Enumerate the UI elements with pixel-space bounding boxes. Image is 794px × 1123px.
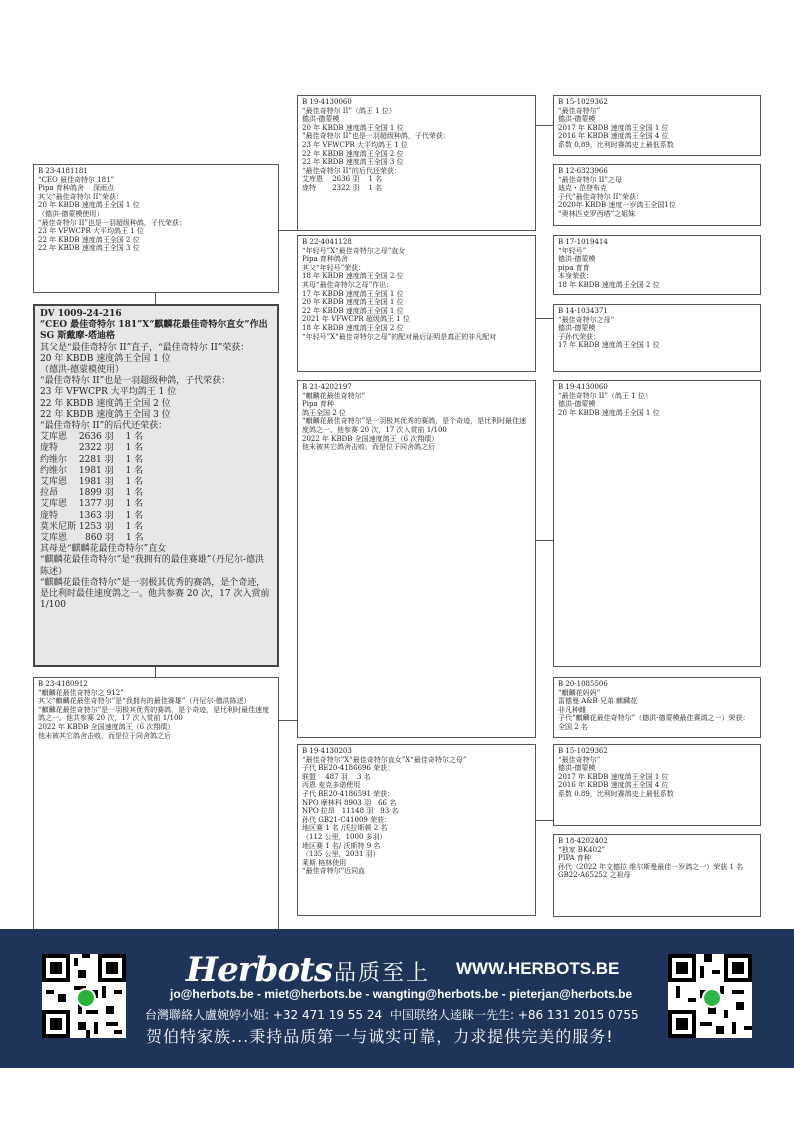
dam-line: 他未被其它鸽舍击败，而是位于同舍鸽之后 xyxy=(38,731,171,740)
connector xyxy=(535,820,553,821)
subject-line: 其母是“麒麟花最佳奇特尔”直女 xyxy=(40,544,167,555)
connector xyxy=(278,230,297,231)
ring: B 14-1034371 xyxy=(558,307,608,315)
subject-line: “最佳奇特尔 II”也是一羽超级种鸽，子代荣获： xyxy=(40,376,231,387)
ring: B 18-4202402 xyxy=(558,837,608,845)
line: “年轻号”X“最佳奇特尔之母”的配对最后证明是真正的非凡配对 xyxy=(302,332,497,341)
subject-line: “麒麟花最佳奇特尔”是“我拥有的最佳赛雄”（丹尼尔-德洪陈述） xyxy=(40,555,264,577)
line: 他未被其它鸽舍击败，而是位于同舍鸽之后 xyxy=(302,443,435,452)
line: “最佳奇特尔” xyxy=(558,755,601,764)
line: “年轻号” xyxy=(558,246,587,255)
ring: B 22-4041128 xyxy=(302,238,352,246)
sds-card xyxy=(553,235,761,295)
line: 鸽王全国 2 位 xyxy=(302,408,346,417)
line: 子代“麒麟花最佳奇特尔”（德洪-德蒙模最佳赛鸽之一）荣获：全国 2 名 xyxy=(558,714,750,731)
sire-ring: B 23-4181181 xyxy=(38,167,88,175)
ring: B 15-1029362 xyxy=(558,98,608,106)
line: Pipa 育种 xyxy=(302,400,334,409)
subject-line: 20 年 KBDB 速度鸽王全国 1 位 xyxy=(40,353,171,364)
line: “最佳奇特尔”近同血 xyxy=(302,867,366,876)
ddd-card xyxy=(553,834,761,917)
line: 2021 年 VFWCPR 超级鸽王 1 位 xyxy=(302,315,410,324)
sire-line: 其父“最佳奇特尔 II”荣获： xyxy=(38,192,123,201)
line: “奥林匹克罗西塔”之姐妹 xyxy=(558,209,636,218)
line: 2020年 KBDB 速度一岁鸽王全国1位 xyxy=(558,201,676,210)
line: “麒麟花妈妈” xyxy=(558,688,601,697)
line: 非凡种雌 xyxy=(558,705,586,714)
line: 17 年 KBDB 速度鸽王全国 1 位 xyxy=(558,341,660,350)
subject-line: 22 年 KBDB 速度鸽王全国 2 位 xyxy=(40,398,171,409)
dam-card xyxy=(33,677,279,938)
line: “年轻号”X“最佳奇特尔之母”直女 xyxy=(302,246,406,255)
line: 德洪-德蒙模 xyxy=(558,764,596,773)
line: 20 年 KBDB 速度鸽王全国 1 位 xyxy=(302,298,404,307)
connector xyxy=(535,125,553,126)
line: 20 年 KBDB 速度鸽王全国 1 位 xyxy=(302,123,404,132)
line: 雷德曼 A&B 兄弟 麒麟花 xyxy=(558,697,638,706)
line: 德洪-德蒙模 xyxy=(558,115,596,124)
sdd-card xyxy=(553,304,761,372)
subject-result: 艾库恩 1377 羽 1 名 xyxy=(40,499,144,510)
dam-dam-card xyxy=(297,744,536,916)
sire-dam-card xyxy=(297,235,536,372)
line: 艾库恩 2636 羽 1 名 xyxy=(302,175,383,184)
subject-line: 23 年 VFWCPR 大平均鸽王 1 位 xyxy=(40,387,177,398)
sire-card xyxy=(33,164,279,293)
line: “麒麟花最佳奇特尔” xyxy=(302,391,366,400)
line: 18 年 KBDB 速度鸽王全国 2 位 xyxy=(302,323,404,332)
dam-name: “麒麟花最佳奇特尔之 912” xyxy=(38,688,124,697)
line: 孙代（2022 年文德拉 维尔斯曼最佳一岁鸽之一）荣获 1 名 xyxy=(558,862,744,871)
motto: 贺伯特家族...秉持品质第一与诚实可靠，力求提供完美的服务! xyxy=(146,1027,614,1046)
subject-line: “麒麟花最佳奇特尔”是一羽极其优秀的赛鸽，是个奇迹，是比利时最佳速度鸽之一。他共参赛 20 次，17 次入赏前 1/100 xyxy=(40,577,270,611)
line: 子代 BE20-4186696 荣获： xyxy=(302,764,395,773)
line: 德洪-德蒙模 xyxy=(558,324,596,333)
subject-result: 莫米尼斯 1253 羽 1 名 xyxy=(40,521,144,532)
line: 系数 0.89，比利时赛鸽史上最低系数 xyxy=(558,140,674,149)
wechat-qr-code[interactable] xyxy=(668,954,752,1038)
line: 庞特 2322 羽 1 名 xyxy=(302,183,383,192)
email-list[interactable]: jo@herbots.be - miet@herbots.be - wangting@herbots.be - pieterjan@herbots.be xyxy=(170,987,633,1001)
line: 20 年 KBDB 速度鸽王全国 1 位 xyxy=(558,408,660,417)
footer-banner xyxy=(0,929,794,1068)
sire-line: 23 年 VFWCPR 大平均鸽王 1 位 xyxy=(38,227,144,236)
ring: B 19-4130060 xyxy=(302,98,352,106)
sire-line: 20 年 KBDB 速度鸽王全国 1 位 xyxy=(38,201,140,210)
subject-line: “最佳奇特尔 II”的后代还荣获： xyxy=(40,421,168,432)
sss-card xyxy=(553,95,761,156)
sire-line: Pipa 育种鸽舍 深雨点 xyxy=(38,184,115,193)
subject-result: 拉昂 1899 羽 1 名 xyxy=(40,488,144,499)
line: 本身荣获： xyxy=(558,272,593,281)
subject-line: 22 年 KBDB 速度鸽王全国 3 位 xyxy=(40,409,171,420)
line: “最佳奇特尔” xyxy=(558,106,601,115)
line: 子代“最佳奇特尔 II”荣获： xyxy=(558,192,643,201)
line: 2022 年 KBDB 全国速度鸽王（6 次翔绩） xyxy=(302,434,439,443)
line: 23 年 VFWCPR 大平均鸽王 1 位 xyxy=(302,140,408,149)
subject-result: 庞特 1363 羽 1 名 xyxy=(40,510,144,521)
line: “最佳奇特尔之母” xyxy=(558,315,615,324)
sire-name: “CEO 最佳奇特尔 181” xyxy=(38,175,115,184)
line-app-icon xyxy=(76,988,96,1008)
subject-result: 艾库恩 2636 羽 1 名 xyxy=(40,432,144,443)
line: 系数 0.89，比利时赛鸽史上最低系数 xyxy=(558,789,674,798)
line: Pipa 育种鸽舍 xyxy=(302,255,348,264)
subject-line: 其父是“最佳奇特尔 II”直子，“最佳奇特尔 II”荣获： xyxy=(40,342,250,353)
website-link[interactable]: WWW.HERBOTS.BE xyxy=(456,959,620,978)
subject-result: 艾库恩 860 羽 1 名 xyxy=(40,533,144,544)
line: 2017 年 KBDB 速度鸽王全国 1 位 xyxy=(558,772,669,781)
ring: B 19-4130203 xyxy=(302,747,352,755)
dam-line: “麒麟花最佳奇特尔”是一羽极其优秀的赛鸽，是个奇迹，是比利时最佳速度鸽之一。他共参赛 20 次，17 次入赏前 1/100 xyxy=(38,705,270,723)
line: （112 公里，1000 多羽） xyxy=(302,832,387,841)
ring: B 15-1029362 xyxy=(558,747,608,755)
line: 地区赛 1 名/ 沃斯特 9 名 xyxy=(302,841,381,850)
connector xyxy=(278,720,297,721)
subject-result: 约维尔 2281 羽 1 名 xyxy=(40,454,144,465)
line: “麒麟花最佳奇特尔”是一羽极其优秀的赛鸽，是个奇迹，是比利时最佳速度鸽之一。他参赛 20 次，17 次入赏前 1/100 xyxy=(302,417,527,434)
subject-pairing: “CEO 最佳奇特尔 181”X“麒麟花最佳奇特尔直女”作出 xyxy=(40,320,268,331)
line: 22 年 KBDB 速度鸽王全国 3 位 xyxy=(302,158,404,167)
line: 迪克・范登布克 xyxy=(558,184,607,193)
line: “最佳奇特尔 II”之母 xyxy=(558,175,622,184)
brand-logo: Herbots xyxy=(186,950,332,990)
contact-line xyxy=(145,1006,643,1023)
line: GB22-A65252 之祖母 xyxy=(558,871,631,880)
dsd-card xyxy=(553,677,761,738)
line: NPO 拉昂 11148 羽 93 名 xyxy=(302,807,399,816)
line: 其母“最佳奇特尔之母”作出： xyxy=(302,280,394,289)
line: 孙代 GB21-C41009 荣获： xyxy=(302,815,392,824)
line: “独家 BK402” xyxy=(558,845,606,854)
dam-ring: B 23-4180912 xyxy=(38,680,88,688)
line: “最佳奇特尔 II”（鸽王 1 位） xyxy=(558,391,652,400)
line: 丙恩 麦克多诺使用 xyxy=(302,781,361,790)
line: NPO 摩林科 8903 羽 66 名 xyxy=(302,798,397,807)
wechat-icon xyxy=(702,988,722,1008)
line-qr-code[interactable] xyxy=(42,954,126,1038)
line: 德洪-德蒙模 xyxy=(558,400,596,409)
connector xyxy=(155,292,156,304)
line: “最佳奇特尔 II”也是一羽超级种鸽，子代荣获： xyxy=(302,132,450,141)
line: 17 年 KBDB 速度鸽王全国 1 位 xyxy=(302,289,404,298)
sire-line: （德洪-德蒙模使用） xyxy=(38,209,104,218)
line: PIPA 育种 xyxy=(558,854,591,863)
line: 德洪-德蒙模 xyxy=(302,115,340,124)
subject-name: SG 斯戴摩-塔迪格 xyxy=(40,331,116,342)
line: 地区赛 1 名 /沃拉斯顿 2 名 xyxy=(302,824,388,833)
line: 18 年 KBDB 速度鸽王全国 2 位 xyxy=(302,272,404,281)
dam-sire-card xyxy=(297,380,536,738)
line: （135 公里，2031 羽） xyxy=(302,850,380,859)
line: 18 年 KBDB 速度鸽王全国 2 位 xyxy=(558,280,660,289)
dam-line: 其父“麒麟花最佳奇特尔”是“我拥有的最佳赛雄”（丹尼尔-德洪陈述） xyxy=(38,697,251,706)
line: 子代 BE20-4186591 荣获： xyxy=(302,789,395,798)
sire-sire-card xyxy=(297,95,536,231)
line: 德洪-德蒙模 xyxy=(558,255,596,264)
sire-line: 22 年 KBDB 速度鸽王全国 3 位 xyxy=(38,244,140,253)
ring: B 20-1085506 xyxy=(558,680,608,688)
line: 其父“年轻号”荣获： xyxy=(302,263,366,272)
line: “最佳奇特尔 II”（鸽王 1 位） xyxy=(302,106,396,115)
subject-card xyxy=(33,304,279,667)
line: 子孙代荣获： xyxy=(558,332,600,341)
sire-line: 22 年 KBDB 速度鸽王全国 2 位 xyxy=(38,235,140,244)
ring: B 21-4202197 xyxy=(302,383,352,391)
connector xyxy=(535,318,553,319)
ring: B 19-4130060 xyxy=(558,383,608,391)
line: 2017 年 KBDB 速度鸽王全国 1 位 xyxy=(558,123,669,132)
subject-result: 庞特 2322 羽 1 名 xyxy=(40,443,144,454)
subject-result: 艾库恩 1981 羽 1 名 xyxy=(40,477,144,488)
ring: B 17-1019414 xyxy=(558,238,608,246)
dds-card xyxy=(553,744,761,826)
contact-taiwan: 台灣聯絡人盧婉婷小姐: +32 471 19 55 24 xyxy=(145,1008,383,1022)
dss-card xyxy=(553,380,761,667)
line: 22 年 KBDB 速度鸽王全国 1 位 xyxy=(302,306,404,315)
line: 22 年 KBDB 速度鸽王全国 2 位 xyxy=(302,149,404,158)
line: 2016 年 KBDB 速度鸽王全国 4 位 xyxy=(558,132,669,141)
ssd-card xyxy=(553,164,761,226)
subject-line: （德洪-德蒙模使用） xyxy=(40,365,125,376)
line: 2016 年 KBDB 速度鸽王全国 4 位 xyxy=(558,781,669,790)
ring: B 12-6323966 xyxy=(558,167,608,175)
brand-row xyxy=(186,950,626,990)
line: 莱斯 格林使用 xyxy=(302,858,347,867)
subject-ring: DV 1009-24-216 xyxy=(40,309,122,319)
line: “最佳奇特尔”X“最佳奇特尔直女”X“最佳奇特尔之母” xyxy=(302,755,467,764)
line: pipa 育育 xyxy=(558,263,590,272)
subject-result: 约维尔 1981 羽 1 名 xyxy=(40,465,144,476)
line: 联盟 487 羽 3 名 xyxy=(302,772,371,781)
dam-line: 2022 年 KBDB 全国速度鸽王（6 次翔绩） xyxy=(38,722,175,731)
line: “最佳奇特尔 II”的后代还荣获： xyxy=(302,166,401,175)
sire-line: “最佳奇特尔 II”也是一羽超级种鸽，子代荣获： xyxy=(38,218,186,227)
contact-china: 中国联络人逵睐一先生: +86 131 2015 0755 xyxy=(389,1008,639,1022)
connector xyxy=(535,540,553,541)
slogan: 品质至上 xyxy=(334,961,431,986)
